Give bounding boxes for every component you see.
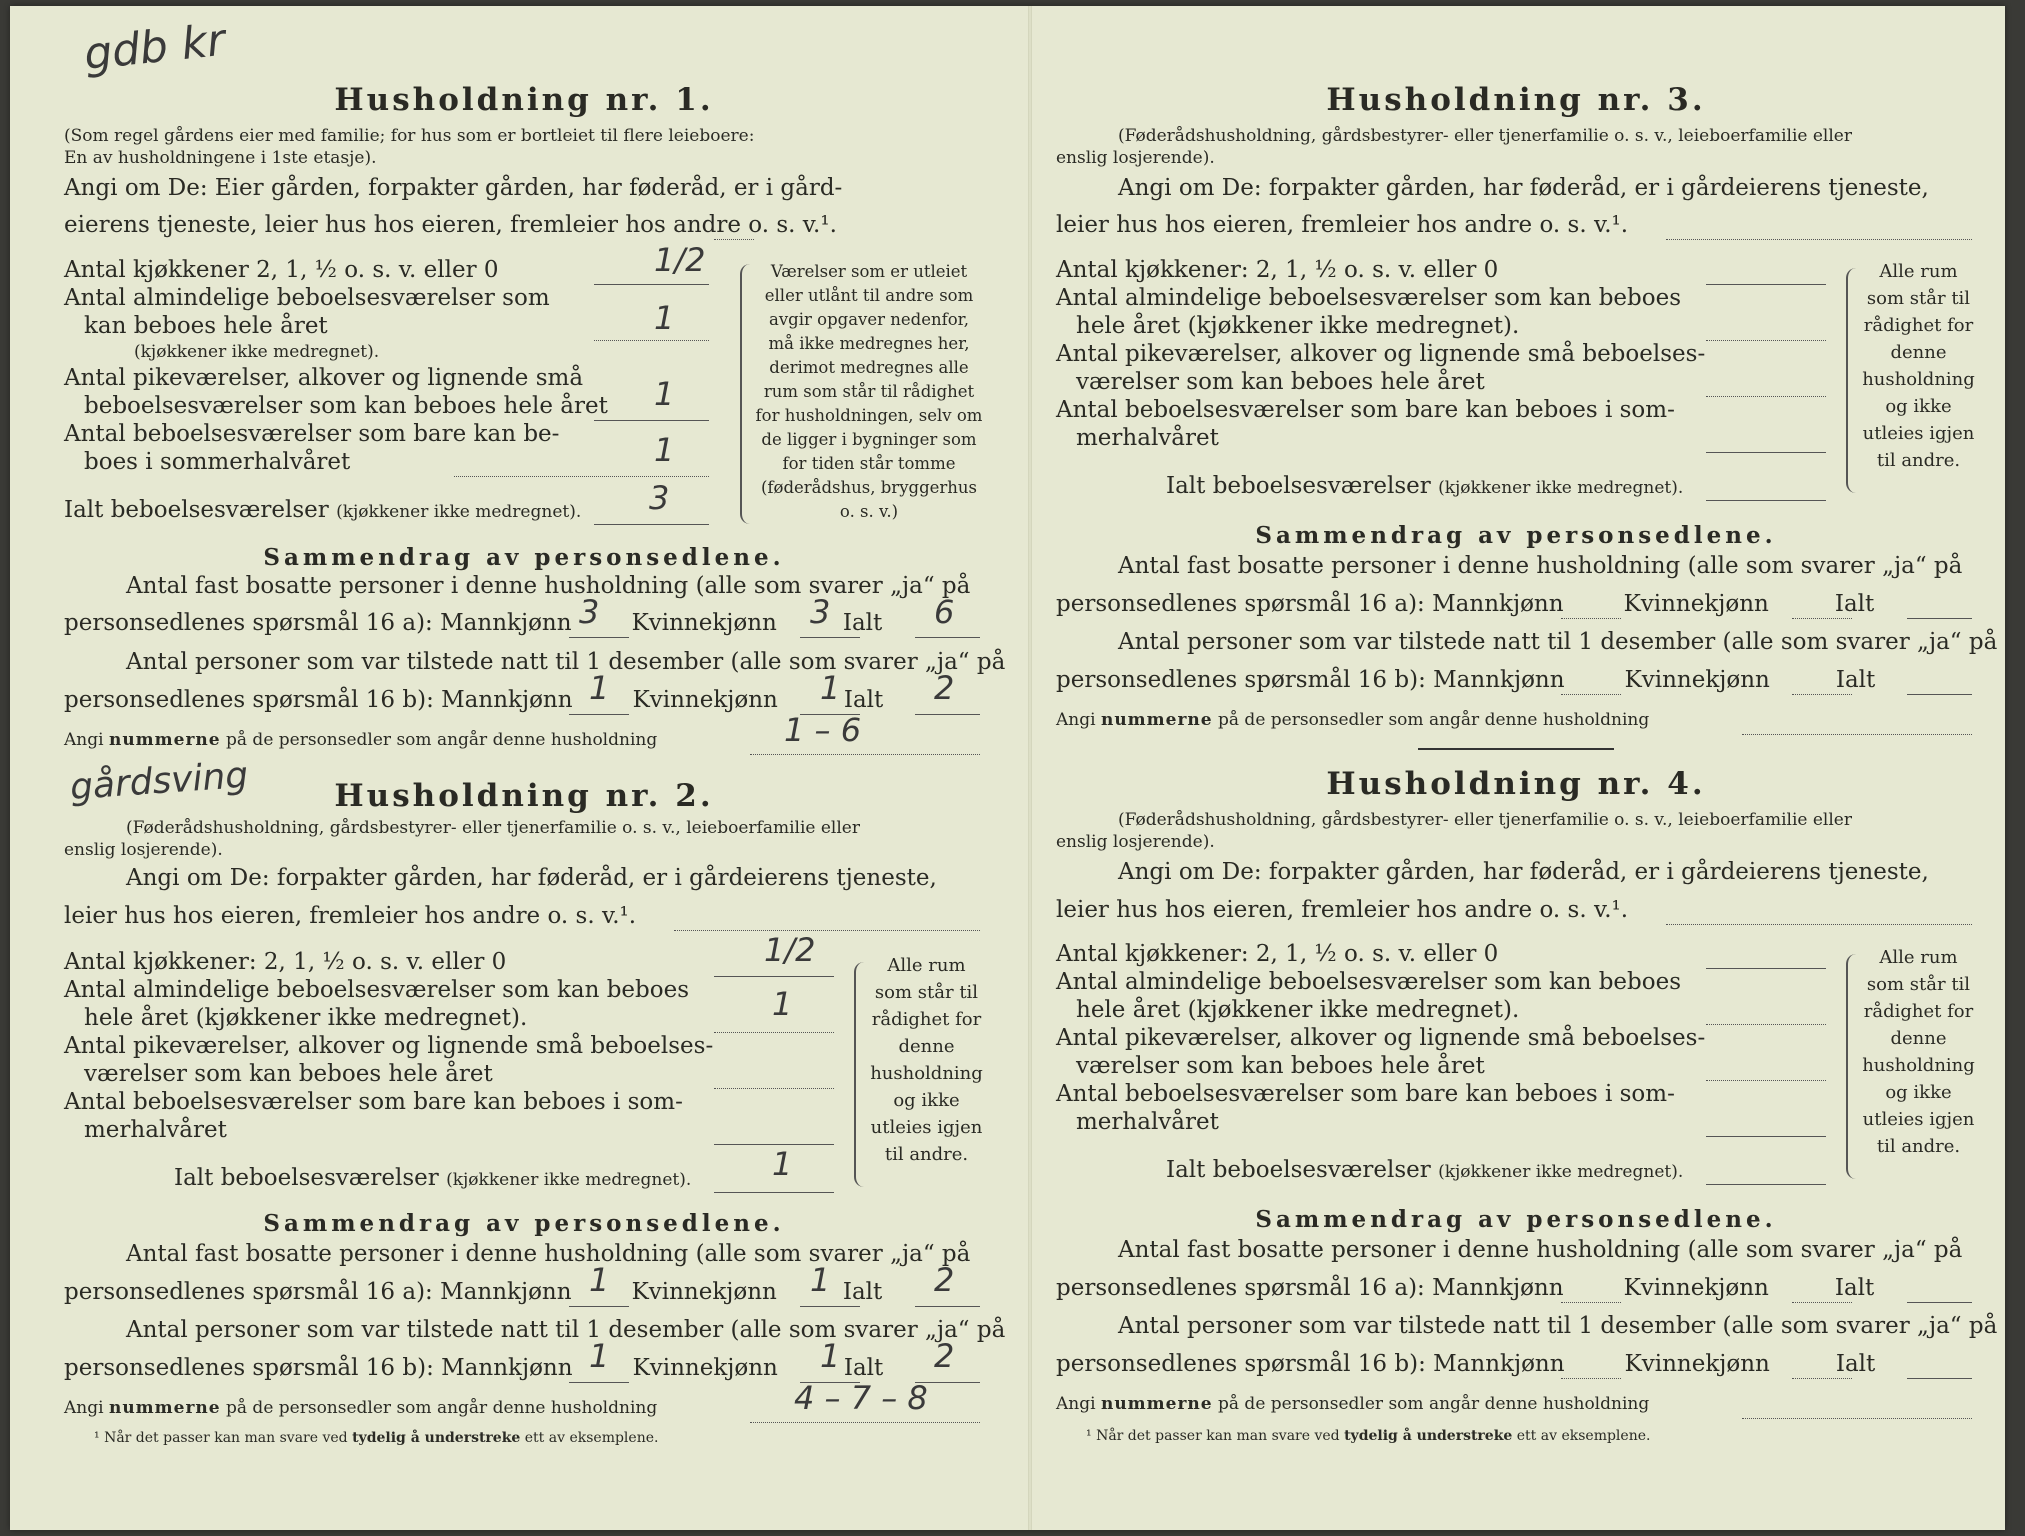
h1-som-1: Antal beboelsesværelser som bare kan be- [64,421,560,447]
h4-som-2: merhalvåret [1076,1109,1219,1135]
h3-kj-label: Antal kjøkkener: 2, 1, ½ o. s. v. eller 0 [1056,257,1499,283]
h1-16a-i-value: 6 [934,593,955,631]
h3-note-1: (Føderådshusholdning, gårdsbestyrer- eller tjenerfamilie o. s. v., leieboerfamilie eller [1118,126,1852,146]
h2-ialt-label: Ialt beboelsesværelser [174,1165,439,1191]
h2-footnote-a: ¹ Når det passer kan man svare ved [94,1430,348,1446]
h4-ialt-field[interactable] [1706,1156,1826,1185]
h2-side-note: Alle rum som står til rådighet for denne husholdning og ikke utleies igjen til andre. [870,955,983,1165]
h2-som-field[interactable] [714,1116,834,1145]
h3-nr-b: nummerne [1100,710,1213,730]
h3-angi-2: leier hus hos eieren, fremleier hos andre o. s. v.¹. [1056,212,1629,238]
h4-footnote-a: ¹ Når det passer kan man svare ved [1086,1428,1340,1444]
handwritten-note-mid: gårdsving [68,754,250,809]
h3-ialt-row [1166,472,2025,500]
h4-footnote-b: tydelig å understreke [1344,1428,1513,1444]
h1-som-value: 1 [654,431,675,469]
h1-16a-m-value: 3 [579,593,600,631]
h4-16b-i-field[interactable] [1907,1350,1972,1379]
h4-footnote [1086,1428,2006,1445]
h3-16a-k-field[interactable] [1792,590,1852,619]
h2-kj-label: Antal kjøkkener: 2, 1, ½ o. s. v. eller 0 [64,949,507,975]
h1-nr-value: 1 – 6 [784,711,862,749]
h4-title: Husholdning nr. 4. [1326,766,1706,802]
h1-16a-k-value: 3 [810,593,831,631]
h3-angi-field[interactable] [1666,211,1972,240]
h2-som-2: merhalvåret [84,1117,227,1143]
h1-fast-1: Antal fast bosatte personer i denne husholdning (alle som svarer „ja“ på [126,573,971,599]
h1-pike-value: 1 [654,375,675,413]
h2-ialt-row [174,1164,1094,1192]
h2-fast-ialt: Ialt [842,1279,883,1305]
h2-nr-a: Angi [64,1398,104,1418]
h3-16b-k-field[interactable] [1792,666,1852,695]
h1-som-2: boes i sommerhalvåret [84,449,351,475]
h1-note-1: (Som regel gårdens eier med familie; for hus som er bortleiet til flere leieboere: [64,126,755,146]
h2-fast-1: Antal fast bosatte personer i denne husholdning (alle som svarer „ja“ på [126,1241,971,1267]
h3-title: Husholdning nr. 3. [1326,82,1706,118]
h2-16b-k-value: 1 [820,1337,841,1375]
h1-kj-label: Antal kjøkkener 2, 1, ½ o. s. v. eller 0 [64,257,499,283]
h3-nr-a: Angi [1056,710,1096,730]
h2-nr-c: på de personsedler som angår denne husholdning [226,1398,658,1418]
h3-til-2-label: personsedlenes spørsmål 16 b): Mannkjønn [1056,667,1565,693]
h4-side-note: Alle rum som står til rådighet for denne husholdning og ikke utleies igjen til andre. [1862,947,1975,1157]
h2-alm-value: 1 [772,985,793,1023]
h2-pike-field[interactable] [714,1060,834,1089]
h1-title: Husholdning nr. 1. [334,82,714,118]
h1-angi-1: Angi om De: Eier gården, forpakter gården, har føderåd, er i gård- [64,175,843,201]
h3-til-ialt: Ialt [1835,667,1876,693]
h1-nr-b: nummerne [108,730,221,750]
h3-nr-c: på de personsedler som angår denne husholdning [1218,710,1650,730]
h1-fast-2-label: personsedlenes spørsmål 16 a): Mannkjønn [64,610,572,636]
h4-nr-a: Angi [1056,1394,1096,1414]
h2-angi-field[interactable] [674,902,980,931]
h3-16a-m-field[interactable] [1561,590,1621,619]
h4-kj-field[interactable] [1706,940,1826,969]
h1-fast-kvinne: Kvinnekjønn [631,610,777,636]
h3-alm-1: Antal almindelige beboelsesværelser som kan beboes [1056,285,1682,311]
h1-til-kvinne: Kvinnekjønn [632,687,778,713]
h2-footnote [94,1430,1014,1447]
h3-fast-ialt: Ialt [1834,591,1875,617]
h3-kj-field[interactable] [1706,256,1826,285]
h1-angi-field[interactable] [714,211,754,240]
h1-side-note: Værelser som er utleiet eller utlånt til andre som avgir opgaver nedenfor, må ikke medregnes her, derimot medregnes alle rum som står til rådighet for husholdningen, selv om de ligger i bygninger som for tiden står tomme (føderådshus, bryggerhus o. s. v.) [755,262,983,521]
h4-som-field[interactable] [1706,1108,1826,1137]
h2-nr-b: nummerne [108,1398,221,1418]
h4-nr-field[interactable] [1742,1390,1972,1419]
h3-som-1: Antal beboelsesværelser som bare kan beboes i som- [1056,397,1675,423]
h2-ialt-note: (kjøkkener ikke medregnet). [446,1170,692,1190]
h3-nr-field[interactable] [1742,706,1972,735]
h1-ialt-value: 3 [649,479,670,517]
h4-angi-2: leier hus hos eieren, fremleier hos andre o. s. v.¹. [1056,897,1629,923]
h2-som-1: Antal beboelsesværelser som bare kan beboes i som- [64,1089,683,1115]
h2-16a-m-value: 1 [589,1261,610,1299]
h3-note-2: enslig losjerende). [1056,148,1215,168]
h3-som-field[interactable] [1706,424,1826,453]
h4-alm-1: Antal almindelige beboelsesværelser som kan beboes [1056,969,1682,995]
h4-brace [1846,954,1858,1179]
h1-kj-value: 1/2 [654,241,706,279]
h4-ialt-note: (kjøkkener ikke medregnet). [1438,1162,1684,1182]
h2-pike-2: værelser som kan beboes hele året [84,1061,493,1087]
h2-16a-i-value: 2 [934,1261,955,1299]
h3-alm-2: hele året (kjøkkener ikke medregnet). [1076,313,1520,339]
h3-fast-2-label: personsedlenes spørsmål 16 a): Mannkjønn [1056,591,1564,617]
h3-16a-i-field[interactable] [1907,590,1972,619]
h1-brace [740,264,752,524]
h1-nr-c: på de personsedler som angår denne husholdning [226,730,658,750]
h1-alm-2: kan beboes hele året [84,313,328,339]
h1-til-1: Antal personer som var tilstede natt til 1 desember (alle som svarer „ja“ på [126,649,1006,675]
h1-alm-1: Antal almindelige beboelsesværelser som [64,285,550,311]
h2-nr-value: 4 – 7 – 8 [794,1379,928,1417]
h3-fast-1: Antal fast bosatte personer i denne husholdning (alle som svarer „ja“ på [1118,553,1963,579]
h4-nr-b: nummerne [1100,1394,1213,1414]
h3-pike-2: værelser som kan beboes hele året [1076,369,1485,395]
h3-til-1: Antal personer som var tilstede natt til 1 desember (alle som svarer „ja“ på [1118,629,1998,655]
h2-brace [854,962,866,1187]
h4-ialt-row [1166,1156,2025,1184]
h4-til-1: Antal personer som var tilstede natt til 1 desember (alle som svarer „ja“ på [1118,1313,1998,1339]
h2-til-ialt: Ialt [843,1355,884,1381]
h4-fast-2-label: personsedlenes spørsmål 16 a): Mannkjønn [1056,1275,1564,1301]
left-page [64,6,1006,1530]
h1-16b-i-value: 2 [934,669,955,707]
h2-til-kvinne: Kvinnekjønn [632,1355,778,1381]
h1-sum-title: Sammendrag av personsedlene. [263,544,785,571]
h1-pike-1: Antal pikeværelser, alkover og lignende små [64,365,584,391]
h3-16b-i-field[interactable] [1907,666,1972,695]
h4-til-kvinne: Kvinnekjønn [1624,1351,1770,1377]
h4-fast-ialt: Ialt [1834,1275,1875,1301]
h1-alm-field[interactable] [594,312,709,341]
h4-16a-i-field[interactable] [1907,1274,1972,1303]
h4-16b-k-field[interactable] [1792,1350,1852,1379]
h4-16b-m-field[interactable] [1561,1350,1621,1379]
h4-sum-title: Sammendrag av personsedlene. [1255,1206,1777,1233]
h3-fast-kvinne: Kvinnekjønn [1623,591,1769,617]
h3-brace [1846,268,1858,493]
h4-pike-field[interactable] [1706,1052,1826,1081]
h1-16b-m-value: 1 [589,669,610,707]
h3-pike-field[interactable] [1706,368,1826,397]
h4-alm-2: hele året (kjøkkener ikke medregnet). [1076,997,1520,1023]
h1-pike-2: beboelsesværelser som kan beboes hele året [84,393,608,419]
h1-alm-3: (kjøkkener ikke medregnet). [134,342,380,362]
h3-til-kvinne: Kvinnekjønn [1624,667,1770,693]
h2-til-1: Antal personer som var tilstede natt til 1 desember (alle som svarer „ja“ på [126,1317,1006,1343]
h2-footnote-c: ett av eksemplene. [524,1430,659,1446]
h4-angi-field[interactable] [1666,896,1972,925]
h1-fast-ialt: Ialt [842,610,883,636]
h3-ialt-label: Ialt beboelsesværelser [1166,473,1431,499]
h2-angi-2: leier hus hos eieren, fremleier hos andre o. s. v.¹. [64,903,637,929]
h3-ialt-note: (kjøkkener ikke medregnet). [1438,478,1684,498]
right-page [1056,6,1998,1530]
h4-til-2-label: personsedlenes spørsmål 16 b): Mannkjønn [1056,1351,1565,1377]
h4-som-1: Antal beboelsesværelser som bare kan beboes i som- [1056,1081,1675,1107]
h1-nr-a: Angi [64,730,104,750]
h4-til-ialt: Ialt [1835,1351,1876,1377]
h1-angi-2: eierens tjeneste, leier hus hos eieren, fremleier hos andre o. s. v.¹. [64,212,837,238]
h4-pike-1: Antal pikeværelser, alkover og lignende små beboelses- [1056,1025,1706,1051]
h4-kj-label: Antal kjøkkener: 2, 1, ½ o. s. v. eller 0 [1056,941,1499,967]
h2-fast-2-label: personsedlenes spørsmål 16 a): Mannkjønn [64,1279,572,1305]
h4-16a-m-field[interactable] [1561,1274,1621,1303]
h1-til-ialt: Ialt [843,687,884,713]
section-divider [1418,748,1614,750]
h1-note-2: En av husholdningene i 1ste etasje). [64,148,377,168]
h2-angi-1: Angi om De: forpakter gården, har føderåd, er i gårdeierens tjeneste, [126,865,937,891]
h2-ialt-value: 1 [772,1145,793,1183]
h4-note-2: enslig losjerende). [1056,832,1215,852]
h2-16a-k-value: 1 [810,1261,831,1299]
h4-alm-field[interactable] [1706,996,1826,1025]
h2-footnote-b: tydelig å understreke [352,1430,521,1446]
h1-16b-k-value: 1 [820,669,841,707]
h2-note-2: enslig losjerende). [64,840,223,860]
h4-angi-1: Angi om De: forpakter gården, har føderåd, er i gårdeierens tjeneste, [1118,859,1929,885]
h2-16b-m-value: 1 [589,1337,610,1375]
h2-16b-i-value: 2 [934,1337,955,1375]
h2-pike-1: Antal pikeværelser, alkover og lignende små beboelses- [64,1033,714,1059]
h2-note-1: (Føderådshusholdning, gårdsbestyrer- eller tjenerfamilie o. s. v., leieboerfamilie eller [126,818,860,838]
handwritten-note-top: gdb kr [81,14,228,81]
h1-ialt-note: (kjøkkener ikke medregnet). [336,502,582,522]
h2-alm-1: Antal almindelige beboelsesværelser som kan beboes [64,977,690,1003]
h4-16a-k-field[interactable] [1792,1274,1852,1303]
h4-fast-kvinne: Kvinnekjønn [1623,1275,1769,1301]
h4-pike-2: værelser som kan beboes hele året [1076,1053,1485,1079]
h3-pike-1: Antal pikeværelser, alkover og lignende små beboelses- [1056,341,1706,367]
h1-alm-value: 1 [654,299,675,337]
h1-ialt-label: Ialt beboelsesværelser [64,497,329,523]
h2-sum-title: Sammendrag av personsedlene. [263,1210,785,1237]
h3-angi-1: Angi om De: forpakter gården, har føderåd, er i gårdeierens tjeneste, [1118,175,1929,201]
h2-title: Husholdning nr. 2. [334,778,714,814]
h3-sum-title: Sammendrag av personsedlene. [1255,522,1777,549]
h4-footnote-c: ett av eksemplene. [1516,1428,1651,1444]
h2-til-2-label: personsedlenes spørsmål 16 b): Mannkjønn [64,1355,573,1381]
h3-ialt-field[interactable] [1706,472,1826,501]
h3-side-note: Alle rum som står til rådighet for denne husholdning og ikke utleies igjen til andre. [1862,261,1975,471]
h1-pike-field[interactable] [594,392,709,421]
h4-fast-1: Antal fast bosatte personer i denne husholdning (alle som svarer „ja“ på [1118,1237,1963,1263]
h3-16b-m-field[interactable] [1561,666,1621,695]
h2-fast-kvinne: Kvinnekjønn [631,1279,777,1305]
h2-alm-2: hele året (kjøkkener ikke medregnet). [84,1005,528,1031]
h3-som-2: merhalvåret [1076,425,1219,451]
h4-ialt-label: Ialt beboelsesværelser [1166,1157,1431,1183]
h3-alm-field[interactable] [1706,312,1826,341]
h2-kj-value: 1/2 [764,931,816,969]
h4-nr-c: på de personsedler som angår denne husholdning [1218,1394,1650,1414]
h4-note-1: (Føderådshusholdning, gårdsbestyrer- eller tjenerfamilie o. s. v., leieboerfamilie eller [1118,810,1852,830]
h1-til-2-label: personsedlenes spørsmål 16 b): Mannkjønn [64,687,573,713]
census-form-sheet [10,6,2005,1530]
page-fold [1028,6,1032,1530]
